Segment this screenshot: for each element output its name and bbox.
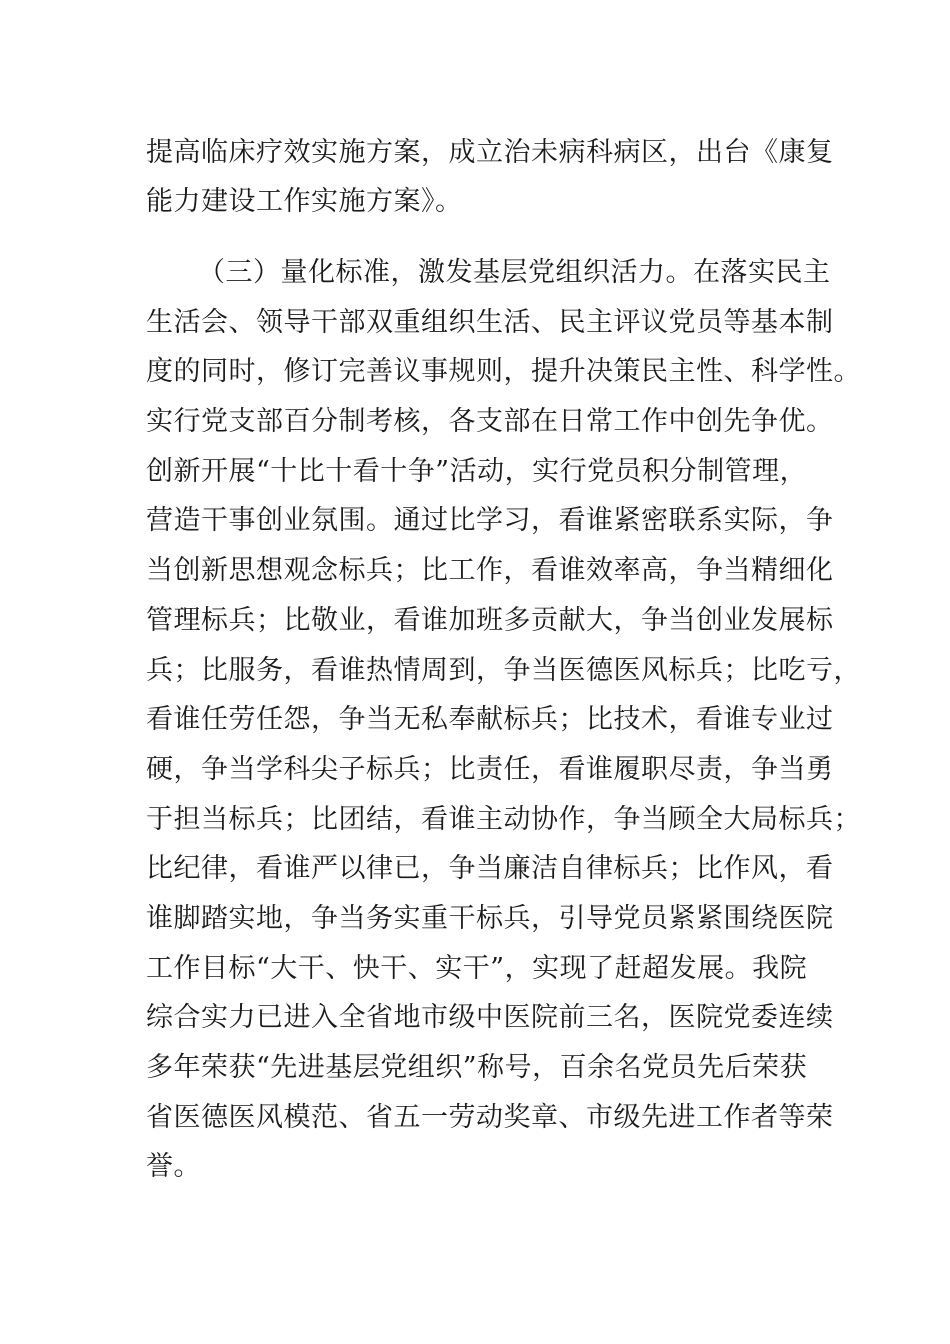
text-line: 看谁任劳任怨，争当无私奉献标兵；比技术，看谁专业过 — [146, 704, 834, 735]
section-heading-line: （三）量化标准，激发基层党组织活力。在落实民主 — [198, 257, 831, 288]
text-line: 硬，争当学科尖子标兵；比责任，看谁履职尽责，争当勇 — [146, 754, 834, 785]
text-line: 管理标兵；比敬业，看谁加班多贡献大，争当创业发展标 — [146, 605, 834, 636]
text-line: 于担当标兵；比团结，看谁主动协作，争当顾全大局标兵； — [146, 804, 861, 835]
text-line: 誉。 — [146, 1151, 201, 1182]
text-line: 工作目标“大干、快干、实干”，实现了赶超发展。我院 — [146, 953, 808, 984]
text-line: 比纪律，看谁严以律已，争当廉洁自律标兵；比作风，看 — [146, 853, 834, 884]
text-line: 生活会、领导干部双重组织生活、民主评议党员等基本制 — [146, 307, 834, 338]
text-line: 营造干事创业氛围。通过比学习，看谁紧密联系实际，争 — [146, 505, 834, 536]
text-line: 度的同时，修订完善议事规则，提升决策民主性、科学性。 — [146, 356, 861, 387]
text-line: 创新开展“十比十看十争”活动，实行党员积分制管理， — [146, 456, 808, 487]
text-line: 实行党支部百分制考核，各支部在日常工作中创先争优。 — [146, 406, 834, 437]
text-line: 多年荣获“先进基层党组织”称号，百余名党员先后荣获 — [146, 1052, 808, 1083]
text-line: 谁脚踏实地，争当务实重干标兵，引导党员紧紧围绕医院 — [146, 903, 834, 934]
text-line: 提高临床疗效实施方案，成立治未病科病区，出台《康复 — [146, 137, 834, 168]
text-line: 省医德医风模范、省五一劳动奖章、市级先进工作者等荣 — [146, 1102, 834, 1133]
text-line: 当创新思想观念标兵；比工作，看谁效率高，争当精细化 — [146, 555, 834, 586]
text-line: 综合实力已进入全省地市级中医院前三名，医院党委连续 — [146, 1002, 834, 1033]
text-line: 能力建设工作实施方案》。 — [146, 186, 463, 217]
text-line: 兵；比服务，看谁热情周到，争当医德医风标兵；比吃亏， — [146, 655, 861, 686]
